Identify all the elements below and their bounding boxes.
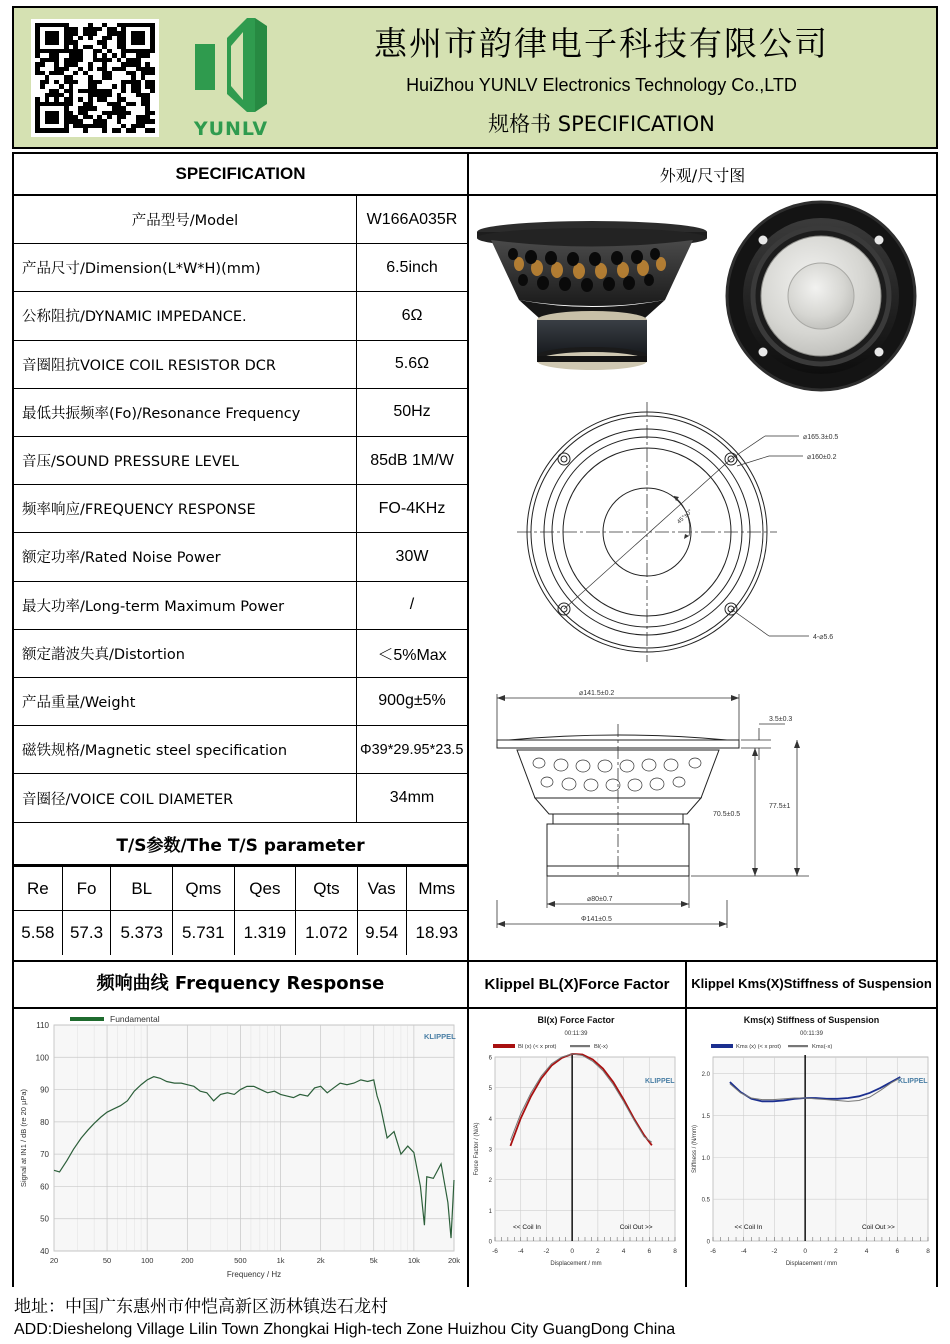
svg-text:50: 50 (40, 1214, 49, 1224)
logo-wordmark: YUNLV (193, 117, 269, 140)
bl-force-factor-chart (469, 1009, 687, 1287)
spec-label: 产品型号/Model (14, 196, 357, 243)
frequency-response-header: 频响曲线 Frequency Response (14, 962, 469, 1007)
svg-text:0: 0 (570, 1248, 574, 1255)
svg-text:-2: -2 (771, 1248, 778, 1255)
spec-row (14, 582, 467, 630)
svg-text:1k: 1k (276, 1256, 285, 1265)
svg-text:4: 4 (864, 1248, 869, 1255)
spec-value: FO-4KHz (378, 499, 446, 517)
svg-text:1.5: 1.5 (701, 1114, 710, 1121)
ts-header-row-cell: Qms (173, 867, 235, 911)
spec-label: 频率响应/FREQUENCY RESPONSE (14, 485, 357, 532)
document-title: 规格书 SPECIFICATION (488, 111, 715, 136)
dim-total-height: 77.5±1 (769, 803, 791, 810)
svg-text:Displacement / mm: Displacement / mm (785, 1261, 838, 1267)
svg-text:80: 80 (40, 1117, 49, 1127)
svg-text:6: 6 (488, 1055, 492, 1062)
spec-value: 6.5inch (386, 258, 438, 276)
ts-header-row-cell: BL (111, 867, 173, 911)
ts-header-row (14, 867, 467, 911)
svg-text:Stiffness / (N/mm): Stiffness / (N/mm) (692, 1125, 698, 1173)
spec-row (14, 244, 467, 292)
svg-text:40: 40 (40, 1247, 49, 1256)
svg-text:KLIPPEL: KLIPPEL (898, 1078, 928, 1085)
spec-value: 50Hz (393, 403, 431, 421)
svg-text:110: 110 (36, 1021, 49, 1030)
svg-text:10k: 10k (407, 1256, 420, 1265)
spec-row (14, 292, 467, 340)
svg-text:<< Coil In: << Coil In (513, 1224, 541, 1231)
specification-table (14, 196, 467, 822)
ts-value-row-cell: 18.93 (406, 911, 467, 955)
dim-depth: 70.5±0.5 (713, 811, 741, 818)
svg-text:<< Coil In: << Coil In (734, 1224, 763, 1231)
spec-value: 34mm (389, 789, 435, 807)
document-header (12, 6, 938, 149)
svg-text:Coil Out >>: Coil Out >> (861, 1224, 895, 1231)
kms-stiffness-header: Klippel Kms(X)Stiffness of Suspension (691, 976, 932, 992)
svg-text:2: 2 (488, 1178, 492, 1185)
svg-text:KLIPPEL: KLIPPEL (424, 1032, 456, 1041)
ts-header-row-cell: Vas (357, 867, 406, 911)
side-view-drawing (469, 668, 936, 962)
spec-row (14, 485, 467, 533)
svg-text:6: 6 (647, 1248, 652, 1255)
spec-row (14, 196, 467, 244)
spec-label: 音圈阻抗VOICE COIL RESISTOR DCR (14, 341, 357, 388)
svg-text:70: 70 (40, 1150, 49, 1160)
spec-label: 产品尺寸/Dimension(L*W*H)(mm) (14, 244, 357, 291)
specification-column (14, 154, 469, 962)
dim-bolt-circle: ⌀160±0.2 (807, 454, 837, 461)
spec-row (14, 533, 467, 581)
svg-text:5k: 5k (369, 1256, 378, 1265)
drawing-column (469, 154, 936, 962)
spec-row (14, 678, 467, 726)
svg-text:Bl (x) (< x prot): Bl (x) (< x prot) (518, 1044, 557, 1050)
svg-text:8: 8 (673, 1248, 677, 1255)
svg-text:00:11:39: 00:11:39 (564, 1031, 588, 1037)
address-cn: 地址：中国广东惠州市仲恺高新区沥林镇迭石龙村 (14, 1297, 388, 1317)
svg-text:0: 0 (488, 1239, 492, 1246)
svg-text:3: 3 (488, 1147, 492, 1154)
spec-label: 最低共振频率(Fo)/Resonance Frequency (14, 389, 357, 436)
frequency-response-chart (14, 1009, 469, 1287)
ts-header-row-cell: Qes (234, 867, 296, 911)
ts-value-row-cell: 1.319 (234, 911, 296, 955)
svg-text:-6: -6 (492, 1248, 498, 1255)
svg-text:2.0: 2.0 (701, 1072, 710, 1079)
ts-header-row-cell: Re (14, 867, 62, 911)
top-view-drawing (469, 396, 936, 668)
svg-text:20: 20 (49, 1256, 59, 1265)
svg-text:Signal at IN1 / dB (re 20 µPa): Signal at IN1 / dB (re 20 µPa) (19, 1088, 28, 1188)
document-footer (14, 1292, 934, 1339)
dim-basket-diameter: ⌀141.5±0.2 (579, 690, 615, 697)
spec-row (14, 389, 467, 437)
svg-text:Force Factor / (N/A): Force Factor / (N/A) (474, 1122, 480, 1176)
svg-text:Displacement / mm: Displacement / mm (550, 1261, 602, 1267)
spec-row (14, 726, 467, 774)
dim-frame-diameter: Φ141±0.5 (581, 916, 612, 923)
dim-flange-thickness: 3.5±0.3 (769, 716, 793, 723)
spec-label: 额定諧波失真/Distortion (14, 630, 357, 677)
spec-row (14, 630, 467, 678)
product-photos (469, 196, 936, 396)
speaker-logo-icon (185, 16, 277, 114)
svg-text:0: 0 (706, 1239, 710, 1246)
spec-value: 900g±5% (378, 692, 446, 710)
svg-text:1.0: 1.0 (701, 1155, 710, 1162)
company-logo (171, 14, 291, 142)
svg-text:2: 2 (834, 1248, 838, 1255)
svg-text:8: 8 (926, 1248, 930, 1255)
spec-value: ＜5%Max (377, 646, 447, 664)
dim-hole-spec: 4-⌀5.6 (813, 634, 834, 641)
ts-parameter-table (14, 866, 467, 955)
svg-text:50: 50 (102, 1256, 112, 1265)
spec-value: Φ39*29.95*23.5 (360, 741, 464, 758)
ts-value-row-cell: 9.54 (357, 911, 406, 955)
svg-text:Kms (x) (< x prot): Kms (x) (< x prot) (736, 1044, 781, 1050)
svg-text:5: 5 (488, 1086, 492, 1093)
dim-outer-diameter: ⌀165.3±0.5 (803, 434, 839, 441)
svg-text:100: 100 (35, 1053, 49, 1063)
svg-text:-6: -6 (710, 1248, 716, 1255)
svg-text:100: 100 (140, 1256, 154, 1265)
spec-label: 音圈径/VOICE COIL DIAMETER (14, 774, 357, 822)
ts-header-row-cell: Mms (406, 867, 467, 911)
spec-row (14, 774, 467, 822)
ts-value-row-cell: 57.3 (62, 911, 111, 955)
svg-text:Fundamental: Fundamental (110, 1014, 160, 1024)
svg-text:500: 500 (234, 1256, 247, 1265)
ts-value-row-cell: 1.072 (296, 911, 358, 955)
svg-text:60: 60 (40, 1182, 49, 1192)
svg-text:2k: 2k (316, 1256, 325, 1265)
company-name-en: HuiZhou YUNLV Electronics Technology Co.,LTD (406, 74, 797, 95)
svg-text:-4: -4 (517, 1248, 524, 1255)
ts-header-row-cell: Qts (296, 867, 358, 911)
dim-angle: 45°±0° (676, 508, 694, 526)
svg-text:-4: -4 (740, 1248, 747, 1255)
svg-text:2: 2 (596, 1248, 600, 1255)
svg-text:Bl(-x): Bl(-x) (594, 1044, 608, 1050)
svg-text:20k: 20k (447, 1256, 461, 1265)
ts-parameter-header: T/S参数/The T/S parameter (14, 822, 467, 866)
company-name-cn: 惠州市韵律电子科技有限公司 (374, 23, 829, 63)
svg-text:0.5: 0.5 (701, 1197, 710, 1204)
spec-row (14, 437, 467, 485)
spec-label: 最大功率/Long-term Maximum Power (14, 582, 357, 629)
ts-value-row-cell: 5.373 (111, 911, 173, 955)
svg-text:-2: -2 (543, 1248, 550, 1255)
ts-value-row-cell: 5.58 (14, 911, 62, 955)
speaker-side-photo (477, 221, 707, 370)
spec-row (14, 341, 467, 389)
spec-value: 6Ω (401, 306, 423, 324)
qr-code-icon (31, 19, 159, 137)
spec-value: 85dB 1M/W (370, 451, 454, 469)
specification-section-header: SPECIFICATION (14, 154, 467, 196)
spec-label: 产品重量/Weight (14, 678, 357, 725)
drawing-section-header: 外观/尺寸图 (469, 154, 936, 196)
svg-text:4: 4 (488, 1116, 492, 1123)
main-content-frame (12, 152, 938, 1287)
svg-text:6: 6 (895, 1248, 900, 1255)
spec-value: W166A035R (366, 210, 458, 228)
spec-value: / (409, 596, 415, 614)
bl-force-factor-header: Klippel BL(X)Force Factor (469, 962, 687, 1007)
svg-text:Kms(x) Stiffness of Suspension: Kms(x) Stiffness of Suspension (743, 1015, 880, 1025)
kms-stiffness-chart (687, 1009, 936, 1287)
header-titles (291, 18, 936, 138)
svg-text:Kms(-x): Kms(-x) (812, 1044, 833, 1050)
address-en: ADD:Dieshelong Village Lilin Town Zhongkai High-tech Zone Huizhou City GuangDong China (14, 1321, 676, 1338)
spec-value: 5.6Ω (394, 355, 430, 373)
svg-text:Frequency / Hz: Frequency / Hz (226, 1270, 282, 1279)
svg-text:4: 4 (621, 1248, 626, 1255)
svg-text:200: 200 (181, 1256, 194, 1265)
svg-text:Bl(x) Force Factor: Bl(x) Force Factor (537, 1015, 615, 1025)
svg-text:KLIPPEL: KLIPPEL (645, 1078, 675, 1085)
dim-magnet-diameter: ⌀80±0.7 (587, 896, 613, 903)
measurement-charts-band (14, 962, 936, 1285)
spec-label: 公称阻抗/DYNAMIC IMPEDANCE. (14, 292, 357, 339)
spec-label: 音压/SOUND PRESSURE LEVEL (14, 437, 357, 484)
ts-header-row-cell: Fo (62, 867, 111, 911)
speaker-front-photo (727, 202, 915, 390)
svg-text:1: 1 (488, 1208, 492, 1215)
spec-value: 30W (395, 547, 429, 565)
svg-text:90: 90 (40, 1085, 49, 1095)
spec-label: 磁铁规格/Magnetic steel specification (14, 726, 357, 773)
svg-text:Coil Out >>: Coil Out >> (619, 1224, 653, 1231)
spec-label: 额定功率/Rated Noise Power (14, 533, 357, 580)
svg-text:00:11:39: 00:11:39 (800, 1031, 823, 1037)
ts-value-row (14, 911, 467, 955)
ts-value-row-cell: 5.731 (173, 911, 235, 955)
svg-text:0: 0 (803, 1248, 807, 1255)
